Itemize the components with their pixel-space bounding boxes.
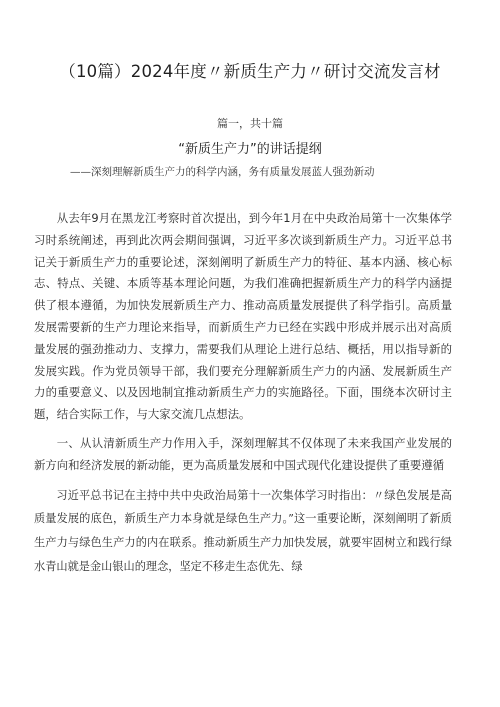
document-title: （10篇）2024年度〃新质生产力〃研讨交流发言材 — [59, 62, 441, 81]
section-heading: 篇一，共十篇 — [217, 117, 283, 130]
body-paragraph: 一、从认清新质生产力作用入手，深刻理解其不仅体现了未来我国产业发展的新方向和经济发展的新动能，更为高质量发展和中国式现代化建设提供了重要遵循 — [34, 435, 452, 472]
section-subtitle: ——深刻理解新质生产力的科学内涵，务有质量发展蓝人强劲新动 — [70, 166, 375, 178]
section-title: “新质生产力”的讲话提纲 — [178, 142, 322, 157]
body-paragraph: 习近平总书记在主持中共中央政治局第十一次集体学习时指出：〃绿色发展是高质量发展的底色，新质生产力本身就是绿色生产力。”这一重要论断，深刻阐明了新质生产力与绿色生产力的内在联系。推动新质生产力加快发展，就要牢固树立和践行绿水青山就是金山银山的理念，坚定不移走生态优先、绿 — [34, 488, 452, 573]
body-paragraph: 从去年9月在黑龙江考察时首次提出，到今年1月在中央政治局第十一次集体学习时系统阐述，再到此次两会期间强调，习近平多次谈到新质生产力。习近平总书记关于新质生产力的重要论述，深刻阐明了新质生产力的特征、基本内涵、核心标志、特点、关键、本质等基本理论问题，为我们准确把握新质生产力的科学内涵提供了根本遵循，为加快发展新质生产力、推动高质量发展提供了科学指引。高质量发展需要新的生产力理论来指导，而新质生产力已经在实践中形成并展示出对高质量发展的强劲推动力、支撑力，需要我们从理论上进行总结、概括，用以指导新的发展实践。作为党员领导干部，我们要充分理解新质生产力的内涵、发展新质生产力的重要意义、以及因地制宜推动新质生产力的实施路径。下面，围绕本次研讨主题，结合实际工作，与大家交流几点想法。 — [34, 211, 452, 422]
document-body — [34, 208, 452, 586]
